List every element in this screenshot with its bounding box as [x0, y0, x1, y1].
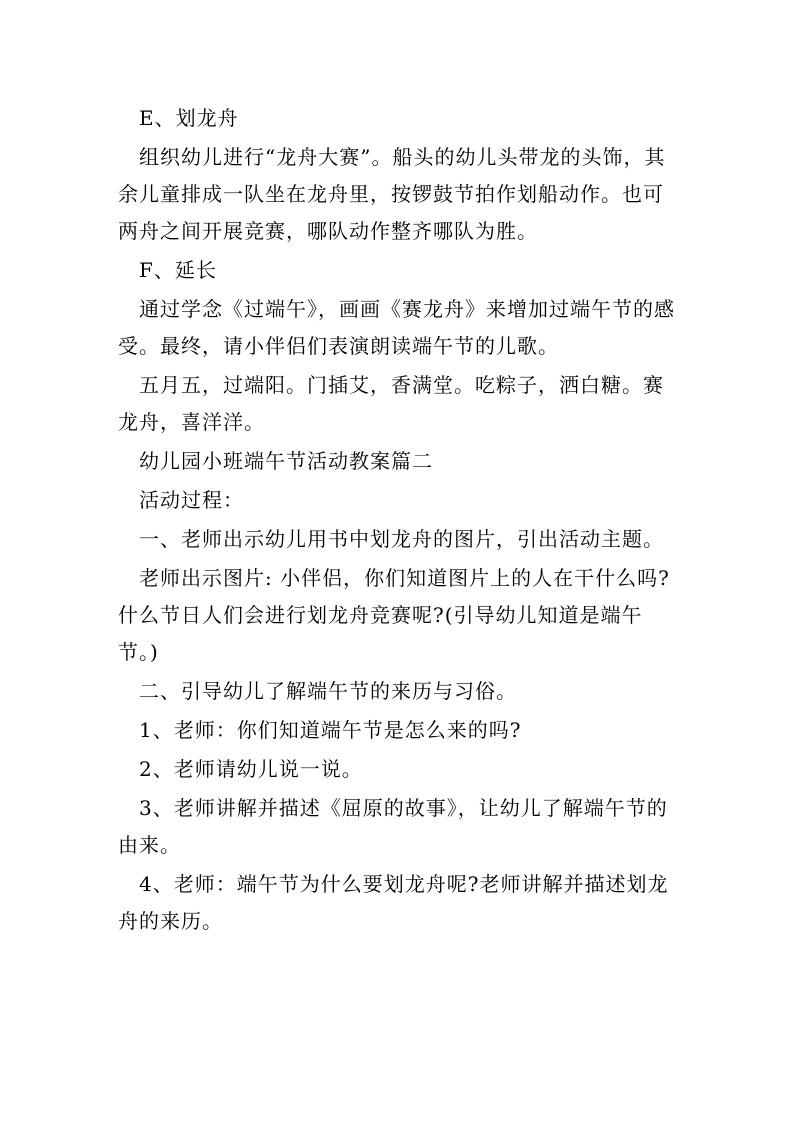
paragraph-dragon-boat-race: 组织幼儿进行“龙舟大赛”。船头的幼儿头带龙的头饰，其余儿童排成一队坐在龙舟里，按锣鼓节拍作划船动作。也可两舟之间开展竞赛，哪队动作整齐哪队为胜。 [118, 145, 666, 243]
lesson-plan-title: 幼儿园小班端午节活动教案篇二 [139, 449, 433, 473]
step-one: 一、老师出示幼儿用书中划龙舟的图片，引出活动主题。 [139, 527, 664, 551]
paragraph-show-picture: 老师出示图片: 小伴侣，你们知道图片上的人在干什么吗?什么节日人们会进行划龙舟竞赛呢?(引导幼儿知道是端午节。) [118, 566, 670, 664]
activity-process-heading: 活动过程： [139, 488, 244, 512]
list-item-1: 1、老师：你们知道端午节是怎么来的吗? [139, 718, 522, 742]
document-body [118, 100, 678, 940]
section-heading-e: E、划龙舟 [139, 106, 239, 130]
list-item-2: 2、老师请幼儿说一说。 [139, 757, 363, 781]
step-two: 二、引导幼儿了解端午节的来历与习俗。 [139, 679, 517, 703]
paragraph-nursery-rhyme: 五月五，过端阳。门插艾，香满堂。吃粽子，洒白糖。赛龙舟，喜洋洋。 [118, 373, 664, 434]
list-item-3: 3、老师讲解并描述《屈原的故事》，让幼儿了解端午节的由来。 [118, 796, 668, 857]
section-heading-f: F、延长 [139, 258, 217, 282]
list-item-4: 4、老师：端午节为什么要划龙舟呢?老师讲解并描述划龙舟的来历。 [118, 872, 669, 933]
paragraph-extension: 通过学念《过端午》，画画《赛龙舟》来增加过端午节的感受。最终，请小伴侣们表演朗读端午节的儿歌。 [118, 297, 675, 358]
